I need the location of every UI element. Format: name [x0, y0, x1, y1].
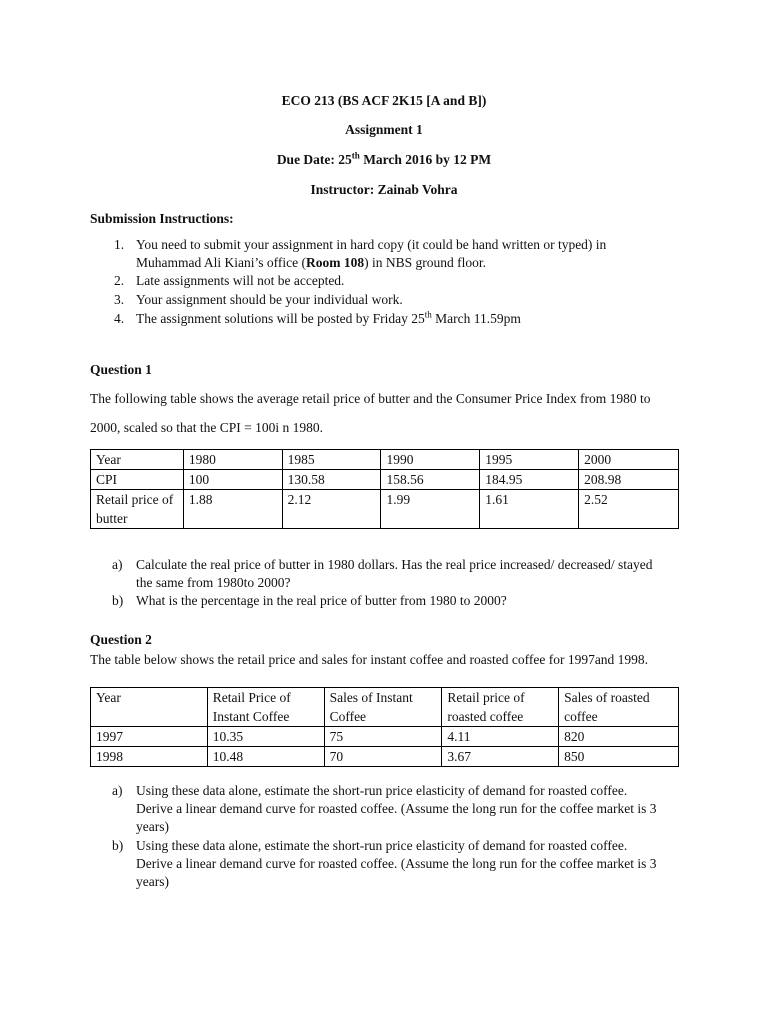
question-2-heading: Question 2	[90, 632, 152, 647]
table-row	[91, 470, 679, 490]
table-cell: 1980	[183, 450, 282, 470]
table-cell: Retail Price of Instant Coffee	[207, 688, 324, 727]
table-row	[91, 688, 679, 727]
list-item: 2. Late assignments will not be accepted.	[114, 273, 345, 289]
table-cell: 3.67	[442, 747, 559, 767]
table-cell: 10.48	[207, 747, 324, 767]
table-cell: 158.56	[381, 470, 480, 490]
table-cell: 820	[559, 727, 679, 747]
table-cell: 4.11	[442, 727, 559, 747]
table-cell: Year	[91, 450, 184, 470]
table-cell: 1997	[91, 727, 208, 747]
question-2-intro: The table below shows the retail price and sales for instant coffee and roasted coffee for 1997and 1998.	[90, 652, 649, 667]
table-cell: 1.99	[381, 490, 480, 529]
table-row	[91, 450, 679, 470]
question-1-parts	[90, 556, 690, 611]
list-item: 3. Your assignment should be your individual work.	[114, 292, 403, 308]
table-row	[91, 747, 679, 767]
list-item: b) Using these data alone, estimate the short-run price elasticity of demand for roasted coffee. Derive a linear demand curve for roasted coffee. (Assume the long run for the coffee market is 3 years)	[112, 837, 657, 890]
table-cell: 1995	[480, 450, 579, 470]
table-cell: 1990	[381, 450, 480, 470]
table-cell: Retail price of butter	[91, 490, 184, 529]
table-cell: 2.52	[579, 490, 679, 529]
list-item: a) Calculate the real price of butter in 1980 dollars. Has the real price increased/ decreased/ stayed the same from 1980to 2000?	[112, 557, 653, 591]
table-cell: 1998	[91, 747, 208, 767]
table-cell: 2.12	[282, 490, 381, 529]
table-cell: CPI	[91, 470, 184, 490]
table-cell: 75	[324, 727, 442, 747]
list-item: 1. You need to submit your assignment in hard copy (it could be hand written or typed) in Muhammad Ali Kiani’s office (Room 108) in NBS ground floor.	[114, 237, 607, 271]
table-row	[91, 727, 679, 747]
table-cell: 2000	[579, 450, 679, 470]
butter-cpi-table	[90, 449, 679, 529]
table-cell: 184.95	[480, 470, 579, 490]
table-row	[91, 490, 679, 529]
submission-heading: Submission Instructions:	[90, 211, 234, 226]
due-date: Due Date: 25th March 2016 by 12 PM	[276, 150, 492, 167]
table-cell: Year	[91, 688, 208, 727]
coffee-table	[90, 687, 679, 767]
table-cell: 850	[559, 747, 679, 767]
table-cell: Sales of roasted coffee	[559, 688, 679, 727]
submission-list	[90, 236, 690, 329]
assignment-title: Assignment 1	[345, 122, 423, 137]
question-1-intro: The following table shows the average retail price of butter and the Consumer Price Index from 1980 to	[90, 391, 651, 406]
table-cell: 10.35	[207, 727, 324, 747]
table-cell: 130.58	[282, 470, 381, 490]
course-title: ECO 213 (BS ACF 2K15 [A and B])	[281, 93, 487, 108]
question-1-intro-cont: 2000, scaled so that the CPI = 100i n 1980.	[90, 420, 323, 435]
table-cell: 70	[324, 747, 442, 767]
question-1-heading: Question 1	[90, 362, 152, 377]
table-cell: 1985	[282, 450, 381, 470]
table-cell: 1.88	[183, 490, 282, 529]
list-item: 4. The assignment solutions will be posted by Friday 25th March 11.59pm	[114, 309, 521, 327]
table-cell: 100	[183, 470, 282, 490]
table-cell: 1.61	[480, 490, 579, 529]
table-cell: Sales of Instant Coffee	[324, 688, 442, 727]
list-item: a) Using these data alone, estimate the short-run price elasticity of demand for roasted coffee. Derive a linear demand curve for roasted coffee. (Assume the long run for the coffee market is 3 years)	[112, 783, 657, 835]
question-2-parts	[90, 782, 690, 891]
list-item: b) What is the percentage in the real price of butter from 1980 to 2000?	[112, 593, 507, 609]
table-cell: Retail price of roasted coffee	[442, 688, 559, 727]
instructor: Instructor: Zainab Vohra	[310, 182, 458, 197]
table-cell: 208.98	[579, 470, 679, 490]
